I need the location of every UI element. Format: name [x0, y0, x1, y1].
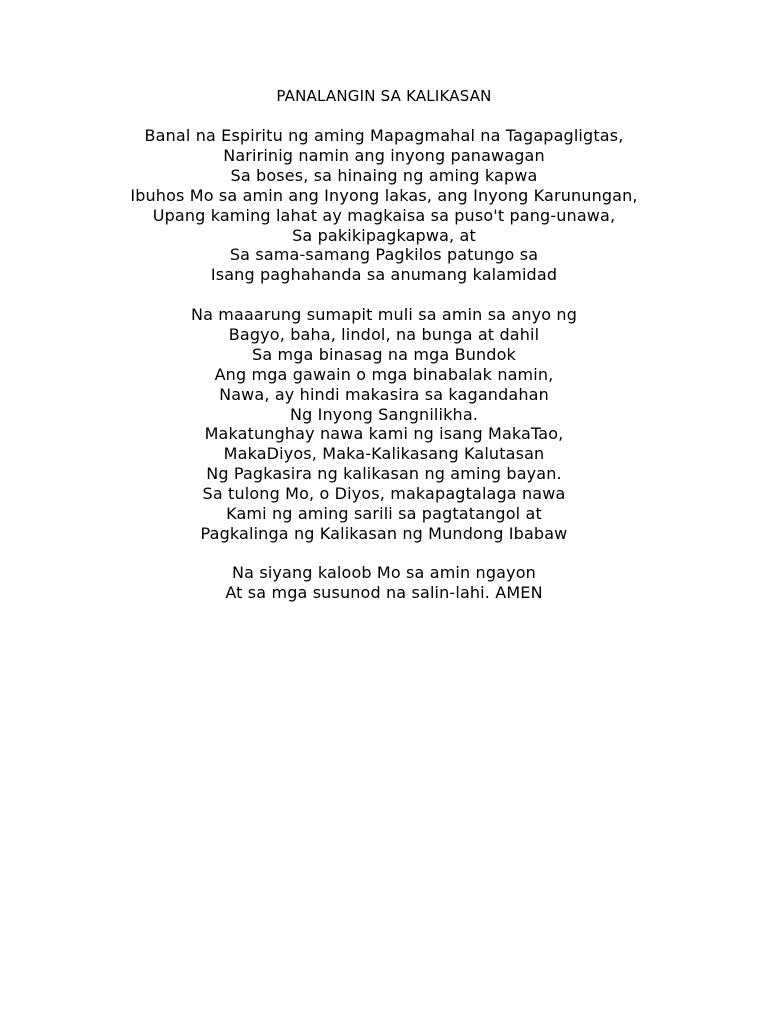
poem-line: Ng Pagkasira ng kalikasan ng aming bayan. [206, 464, 562, 484]
poem-line: Banal na Espiritu ng aming Mapagmahal na Tagapagligtas, [144, 126, 624, 145]
poem-line: Sa tulong Mo, o Diyos, makapagtalaga nawa [202, 484, 566, 504]
page-title: PANALANGIN SA KALIKASAN [276, 87, 492, 105]
stanza-1 [0, 126, 768, 285]
poem-line: MakaDiyos, Maka-Kalikasang Kalutasan [223, 444, 545, 464]
poem-line: Nawa, ay hindi makasira sa kagandahan [219, 384, 549, 404]
poem-line: Bagyo, baha, lindol, na bunga at dahil [228, 324, 540, 344]
poem-line: Ng Inyong Sangnilikha. [289, 404, 479, 424]
poem-line: Sa mga binasag na mga Bundok [252, 344, 516, 364]
poem-line: Kami ng aming sarili sa pagtatangol at [226, 504, 542, 524]
poem-line: Isang paghahanda sa anumang kalamidad [210, 265, 558, 285]
stanza-2 [0, 305, 768, 544]
poem-line: Ibuhos Mo sa amin ang Inyong lakas, ang Inyong Karunungan, [130, 185, 638, 205]
poem-line: Na maaarung sumapit muli sa amin sa anyo ng [190, 305, 578, 324]
poem-line: Sa sama-samang Pagkilos patungo sa [229, 245, 539, 265]
poem-line: Sa pakikipagkapwa, at [292, 225, 476, 245]
poem-line: Makatunghay nawa kami ng isang MakaTao, [204, 424, 564, 444]
poem-line: Sa boses, sa hinaing ng aming kapwa [230, 165, 538, 185]
stanza-3 [0, 563, 768, 603]
poem-line: Naririnig namin ang inyong panawagan [223, 145, 545, 165]
poem-line: Pagkalinga ng Kalikasan ng Mundong Ibabaw [200, 523, 568, 543]
poem-line: Upang kaming lahat ay magkaisa sa puso't pang-unawa, [152, 205, 616, 225]
poem-line: Ang mga gawain o mga binabalak namin, [214, 364, 554, 384]
poem-line: Na siyang kaloob Mo sa amin ngayon [232, 563, 536, 582]
poem-line: At sa mga susunod na salin-lahi. AMEN [225, 582, 543, 602]
